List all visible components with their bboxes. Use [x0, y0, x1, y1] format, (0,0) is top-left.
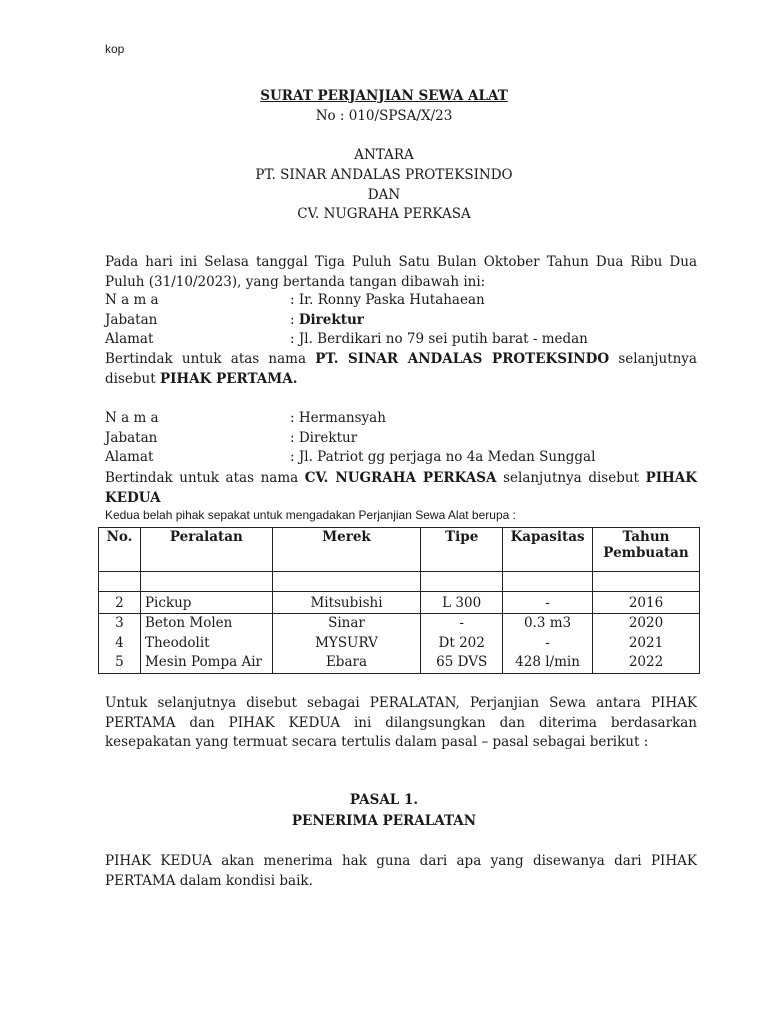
nama-label: N a m a	[105, 292, 159, 308]
cell-peralatan: Pickup	[140, 592, 272, 614]
statement-prefix: Bertindak untuk atas nama	[105, 351, 316, 367]
pihak1-jabatan-text: Direktur	[298, 312, 364, 328]
cell-no-group	[99, 614, 141, 674]
pasal-1-subtitle: PENERIMA PERALATAN	[291, 813, 477, 829]
opening-paragraph: Pada hari ini Selasa tanggal Tiga Puluh Satu Bulan Oktober Tahun Dua Ribu Dua Puluh (31/10/2023), yang bertanda tangan dibawah ini:	[105, 254, 697, 290]
cell-tipe: Dt 202	[438, 634, 485, 651]
pihak1-alamat-value: : Jl. Berdikari no 79 sei putih barat - medan	[290, 331, 588, 347]
pihak1-alamat-row	[105, 331, 697, 351]
table-row-group	[99, 614, 700, 674]
table-row-empty	[99, 572, 700, 592]
document-title: SURAT PERJANJIAN SEWA ALAT	[260, 88, 508, 104]
cell-tahun: 2016	[593, 592, 700, 614]
cell-kapasitas: 0.3 m3	[523, 615, 572, 631]
alamat-label: Alamat	[105, 331, 154, 347]
kop-label: kop	[105, 42, 125, 56]
and-label: DAN	[367, 187, 401, 203]
pihak2-jabatan-value: : Direktur	[290, 430, 358, 446]
header-tahun-line1: Tahun	[622, 529, 670, 545]
pihak2-jabatan-row	[105, 430, 697, 450]
pasal-1-title: PASAL 1.	[349, 792, 419, 808]
cell-tipe-group	[421, 614, 503, 674]
cell-peralatan: Mesin Pompa Air	[144, 654, 262, 670]
between-label: ANTARA	[354, 147, 414, 163]
cell-tipe: -	[459, 615, 464, 631]
pihak2-alamat-row	[105, 449, 697, 469]
cell-no: 3	[115, 615, 124, 631]
cell-tahun: 2021	[628, 634, 664, 651]
cell-kapasitas: -	[503, 592, 593, 614]
colon: :	[290, 312, 299, 328]
header-peralatan: Peralatan	[140, 528, 272, 572]
pihak1-jabatan-row	[105, 312, 697, 332]
pihak1-nama-row	[105, 292, 697, 312]
pihak1-nama-value: : Ir. Ronny Paska Hutahaean	[290, 292, 485, 308]
pihak2-statement	[105, 469, 697, 508]
cell-tahun: 2020	[628, 615, 664, 631]
pihak2-nama-value: : Hermansyah	[290, 410, 386, 426]
cell-tahun: 2022	[628, 654, 664, 670]
table-intro: Kedua belah pihak sepakat untuk mengadakan Perjanjian Sewa Alat berupa :	[105, 508, 516, 522]
closing-paragraph: Untuk selanjutnya disebut sebagai PERALATAN, Perjanjian Sewa antara PIHAK PERTAMA dan PIHAK KEDUA ini dilangsungkan dan diterima berdasarkan kesepakatan yang termuat secara tertulis dalam pasal – pasal sebagai berikut :	[105, 695, 697, 750]
cell-merek-group	[272, 614, 421, 674]
cell-peralatan: Theodolit	[144, 634, 210, 651]
statement-company: CV. NUGRAHA PERKASA	[304, 470, 497, 486]
party-one-name: PT. SINAR ANDALAS PROTEKSINDO	[255, 167, 513, 183]
cell-peralatan-group	[140, 614, 272, 674]
cell-no: 4	[115, 634, 124, 651]
cell-peralatan: Beton Molen	[144, 615, 233, 631]
cell-merek: Ebara	[325, 654, 368, 670]
nama-label: N a m a	[105, 410, 159, 426]
statement-prefix: Bertindak untuk atas nama	[105, 470, 305, 486]
pihak2-nama-row	[105, 410, 697, 430]
table-header-row	[99, 528, 700, 572]
cell-kapasitas-group	[503, 614, 593, 674]
statement-suffix: selanjutnya disebut	[105, 351, 697, 387]
header-no: No.	[99, 528, 141, 572]
header-tahun	[593, 528, 700, 572]
cell-no: 2	[99, 592, 141, 614]
cell-merek: MYSURV	[315, 634, 378, 651]
cell-merek: Sinar	[328, 615, 365, 631]
jabatan-label: Jabatan	[105, 312, 158, 328]
statement-role: PIHAK PERTAMA.	[159, 370, 298, 387]
pihak2-alamat-value: : Jl. Patriot gg perjaga no 4a Medan Sunggal	[290, 449, 596, 465]
pihak1-statement	[105, 350, 697, 389]
pihak1-jabatan-value	[290, 312, 364, 328]
equipment-table	[98, 527, 700, 674]
table-row	[99, 592, 700, 614]
header-tahun-line2: Pembuatan	[603, 545, 689, 561]
cell-merek: Mitsubishi	[272, 592, 421, 614]
party-two-name: CV. NUGRAHA PERKASA	[297, 206, 471, 222]
statement-role: PIHAK KEDUA	[105, 470, 697, 506]
header-merek: Merek	[272, 528, 421, 572]
pasal-1-body: PIHAK KEDUA akan menerima hak guna dari apa yang disewanya dari PIHAK PERTAMA dalam kondisi baik.	[105, 853, 697, 889]
header-kapasitas: Kapasitas	[503, 528, 593, 572]
jabatan-label: Jabatan	[105, 430, 158, 446]
alamat-label: Alamat	[105, 449, 154, 465]
document-number: No : 010/SPSA/X/23	[315, 108, 453, 124]
statement-company: PT. SINAR ANDALAS PROTEKSINDO	[315, 351, 610, 367]
header-tipe: Tipe	[421, 528, 503, 572]
cell-tahun-group	[593, 614, 700, 674]
cell-kapasitas: 428 l/min	[515, 654, 580, 670]
cell-tipe: 65 DVS	[436, 654, 488, 670]
cell-tipe: L 300	[421, 592, 503, 614]
cell-kapasitas: -	[545, 634, 550, 651]
statement-suffix: selanjutnya disebut	[496, 470, 646, 486]
cell-no: 5	[115, 654, 124, 670]
